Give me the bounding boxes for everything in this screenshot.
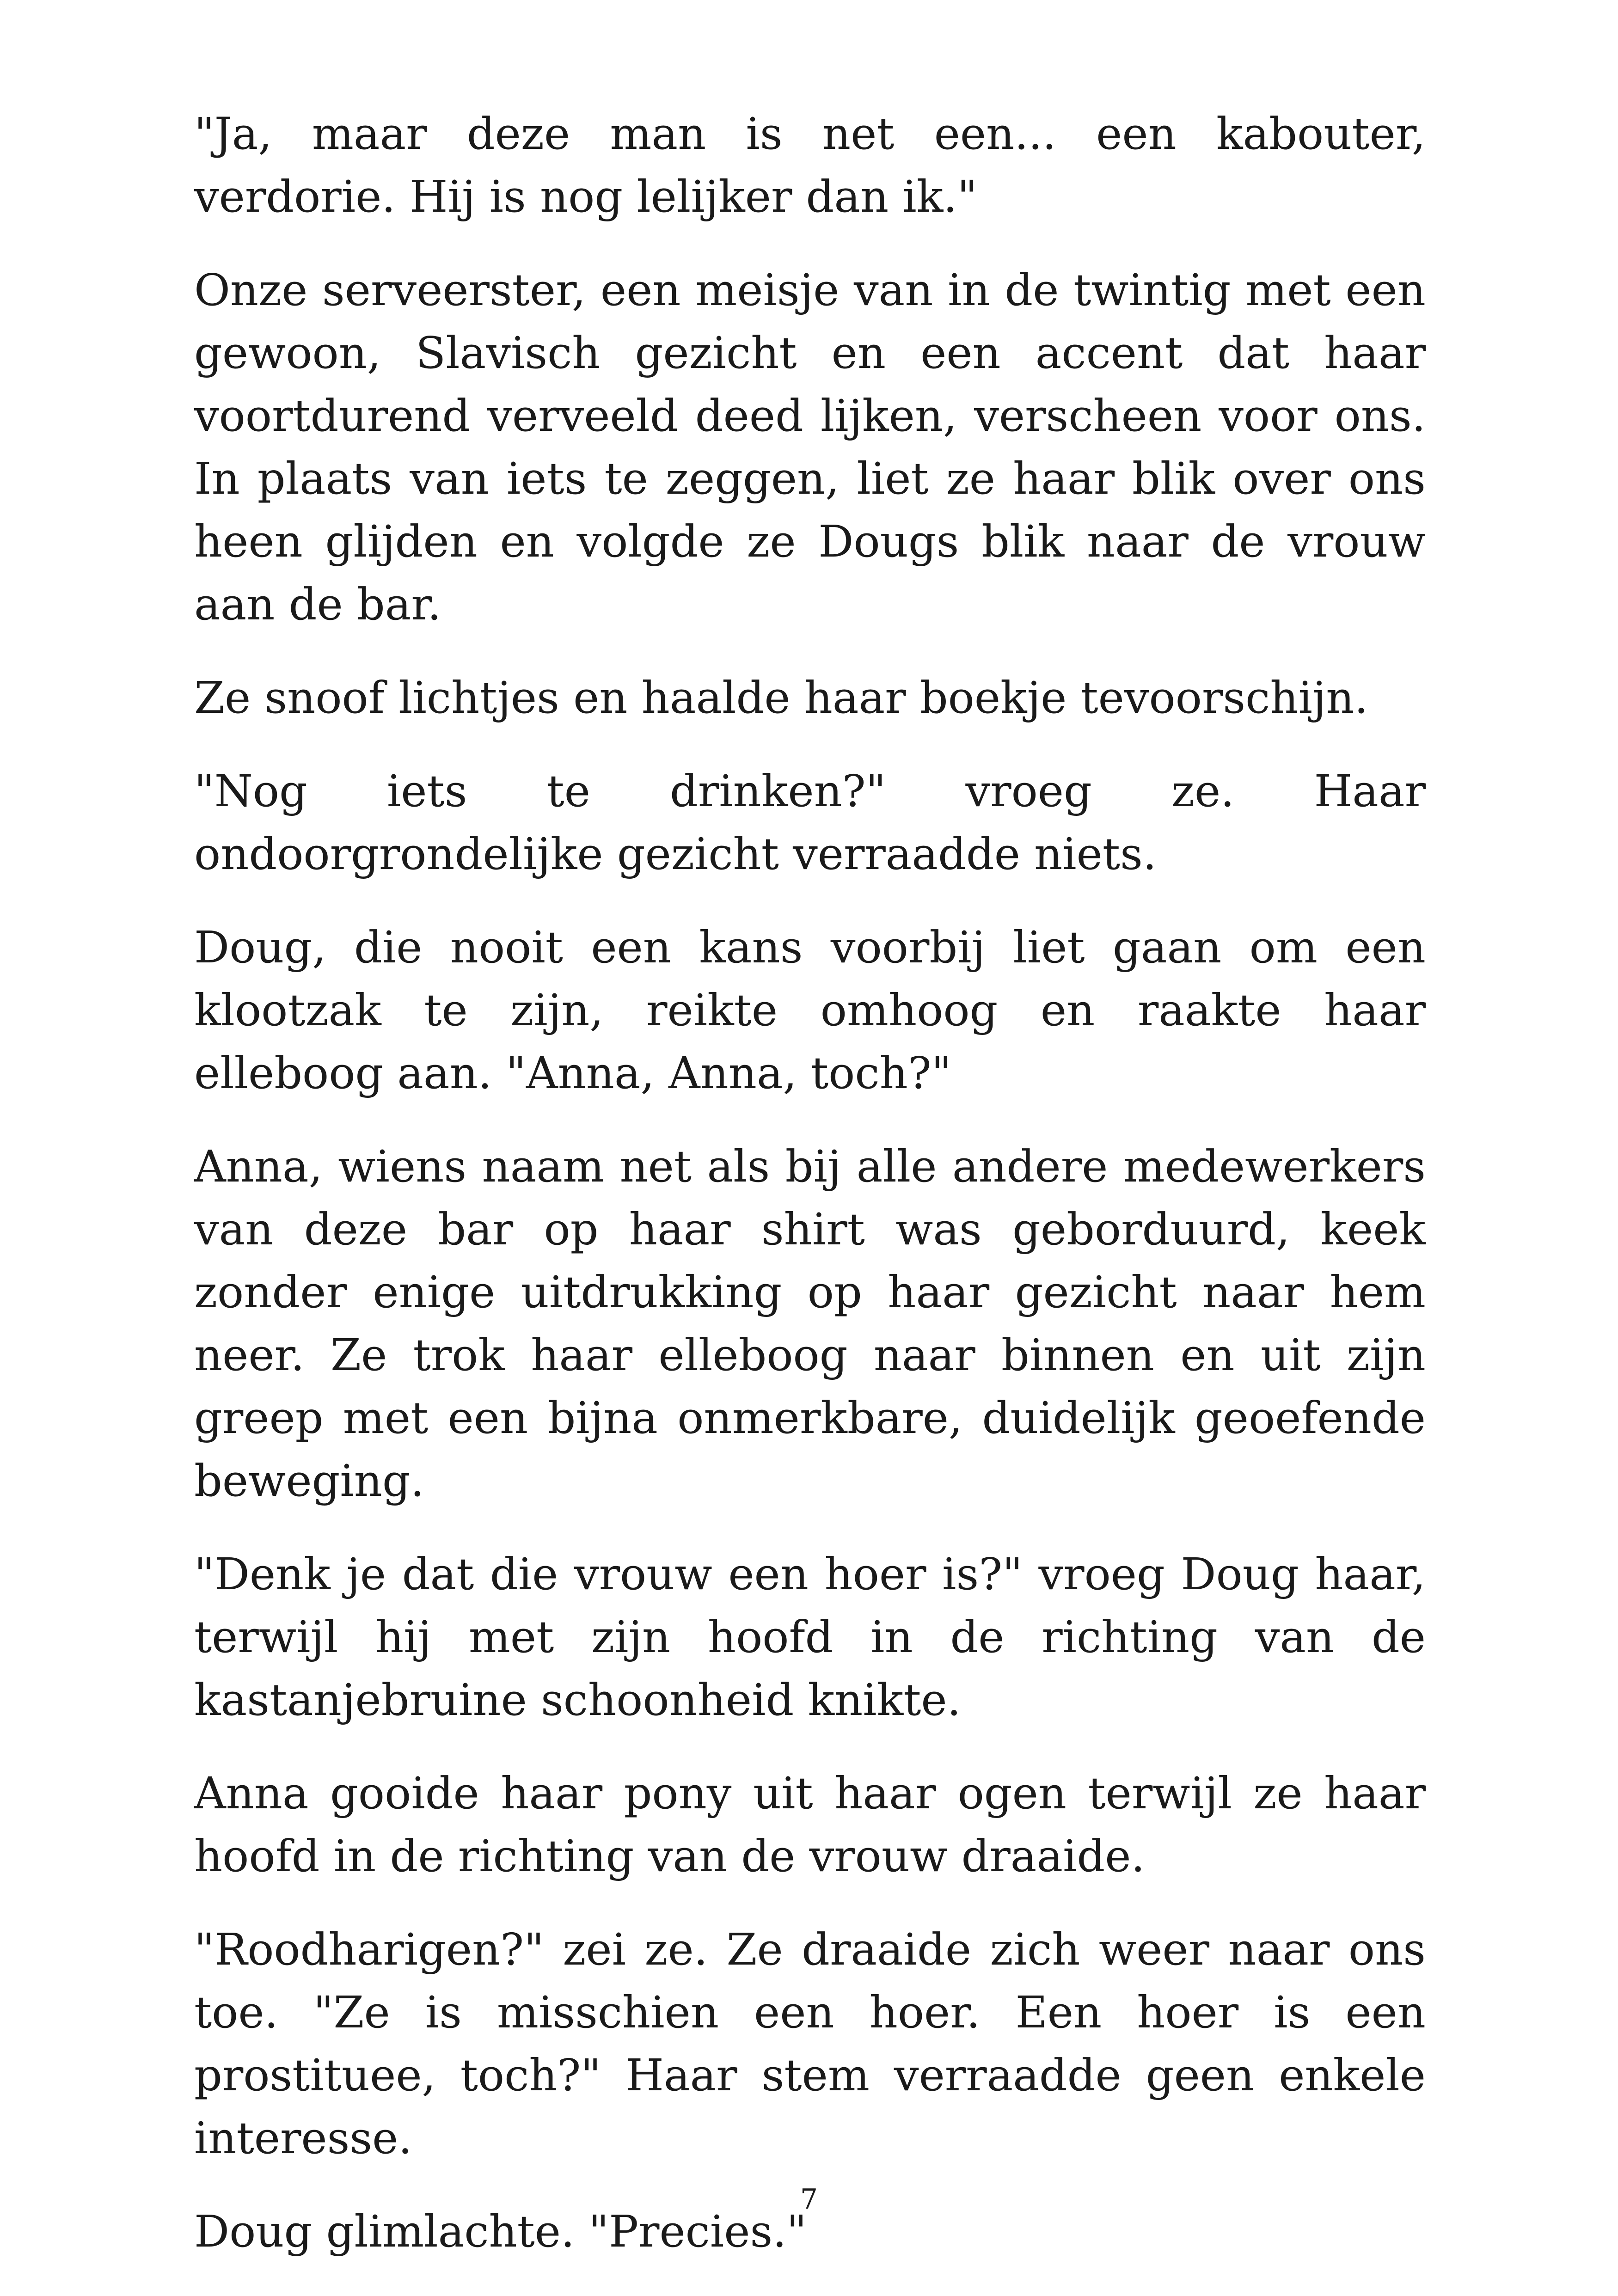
- body-text: [194, 103, 1426, 2294]
- paragraph: Doug glimlachte. "Precies.": [194, 2206, 807, 2257]
- paragraph: "Denk je dat die vrouw een hoer is?" vroeg Doug haar, terwijl hij met zijn hoofd in de richting van de kastanjebruine schoonheid knikte.: [194, 1549, 1426, 1726]
- paragraph: Anna, wiens naam net als bij alle andere medewerkers van deze bar op haar shirt was geborduurd, keek zonder enige uitdrukking op haar gezicht naar hem neer. Ze trok haar elleboog naar binnen en uit zijn greep met een bijna onmerkbare, duidelijk geoefende beweging.: [194, 1141, 1426, 1506]
- paragraph: Anna gooide haar pony uit haar ogen terwijl ze haar hoofd in de richting van de vrouw draaide.: [194, 1768, 1426, 1882]
- paragraph: "Ja, maar deze man is net een... een kabouter, verdorie. Hij is nog lelijker dan ik.": [194, 109, 1426, 222]
- paragraph: Doug, die nooit een kans voorbij liet gaan om een klootzak te zijn, reikte omhoog en raakte haar elleboog aan. "Anna, Anna, toch?": [194, 922, 1426, 1099]
- paragraph: Ze snoof lichtjes en haalde haar boekje tevoorschijn.: [194, 673, 1368, 723]
- paragraph: "Nog iets te drinken?" vroeg ze. Haar ondoorgrondelijke gezicht verraadde niets.: [194, 766, 1426, 880]
- page-number: 7: [800, 2183, 818, 2216]
- paragraph: Onze serveerster, een meisje van in de twintig met een gewoon, Slavisch gezicht en een accent dat haar voortdurend verveeld deed lijken, verscheen voor ons. In plaats van iets te zeggen, liet ze haar blik over ons heen glijden en volgde ze Dougs blik naar de vrouw aan de bar.: [194, 265, 1426, 630]
- paragraph: "Roodharigen?" zei ze. Ze draaide zich weer naar ons toe. "Ze is misschien een hoer. Een hoer is een prostituee, toch?" Haar stem verraadde geen enkele interesse.: [194, 1924, 1426, 2164]
